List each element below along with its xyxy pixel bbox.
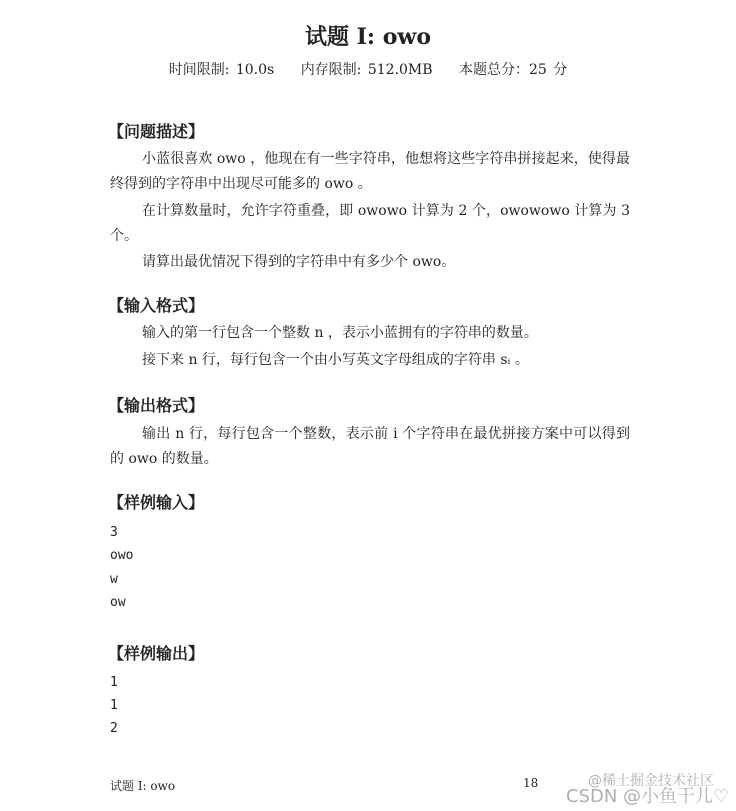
section-heading-input: 【输入格式】 <box>108 296 205 315</box>
sample-input-line: 3 <box>110 525 118 540</box>
input-paragraph: 输入的第一行包含一个整数 n ，表示小蓝拥有的字符串的数量。 <box>142 325 538 341</box>
problem-meta <box>0 59 736 79</box>
description-paragraph: 在计算数量时，允许字符重叠，即 owowo 计算为 2 个，owowowo 计算为 3 个。 <box>110 203 630 244</box>
sample-input-line: w <box>110 572 118 587</box>
section-heading-sample-input: 【样例输入】 <box>108 493 205 512</box>
memory-limit: 内存限制: 512.0MB <box>300 62 433 78</box>
footer-title: 试题 I: owo <box>110 779 176 793</box>
description-paragraph: 请算出最优情况下得到的字符串中有多少个 owo。 <box>142 254 456 270</box>
sample-input-line: ow <box>110 595 126 610</box>
description-paragraph: 小蓝很喜欢 owo ，他现在有一些字符串，他想将这些字符串拼接起来，使得最终得到的字符串中出现尽可能多的 owo 。 <box>110 151 630 192</box>
csdn-watermark: CSDN @小鱼干儿♡ <box>566 786 730 807</box>
sample-output-line: 1 <box>110 698 118 713</box>
page-number: 18 <box>523 776 539 790</box>
section-heading-description: 【问题描述】 <box>108 122 205 141</box>
sample-output-line: 1 <box>110 675 118 690</box>
input-paragraph: 接下来 n 行，每行包含一个由小写英文字母组成的字符串 sᵢ 。 <box>142 352 529 368</box>
output-paragraph: 输出 n 行，每行包含一个整数，表示前 i 个字符串在最优拼接方案中可以得到的 owo 的数量。 <box>110 426 630 467</box>
sample-input-line: owo <box>110 548 134 563</box>
section-heading-sample-output: 【样例输出】 <box>108 644 205 663</box>
total-score: 本题总分：25 分 <box>459 62 568 78</box>
page-title: 试题 I: owo <box>304 24 432 50</box>
sample-output-line: 2 <box>110 721 118 736</box>
juejin-watermark: @稀土掘金技术社区 <box>588 773 714 789</box>
section-heading-output: 【输出格式】 <box>108 396 205 415</box>
time-limit: 时间限制: 10.0s <box>168 62 275 78</box>
